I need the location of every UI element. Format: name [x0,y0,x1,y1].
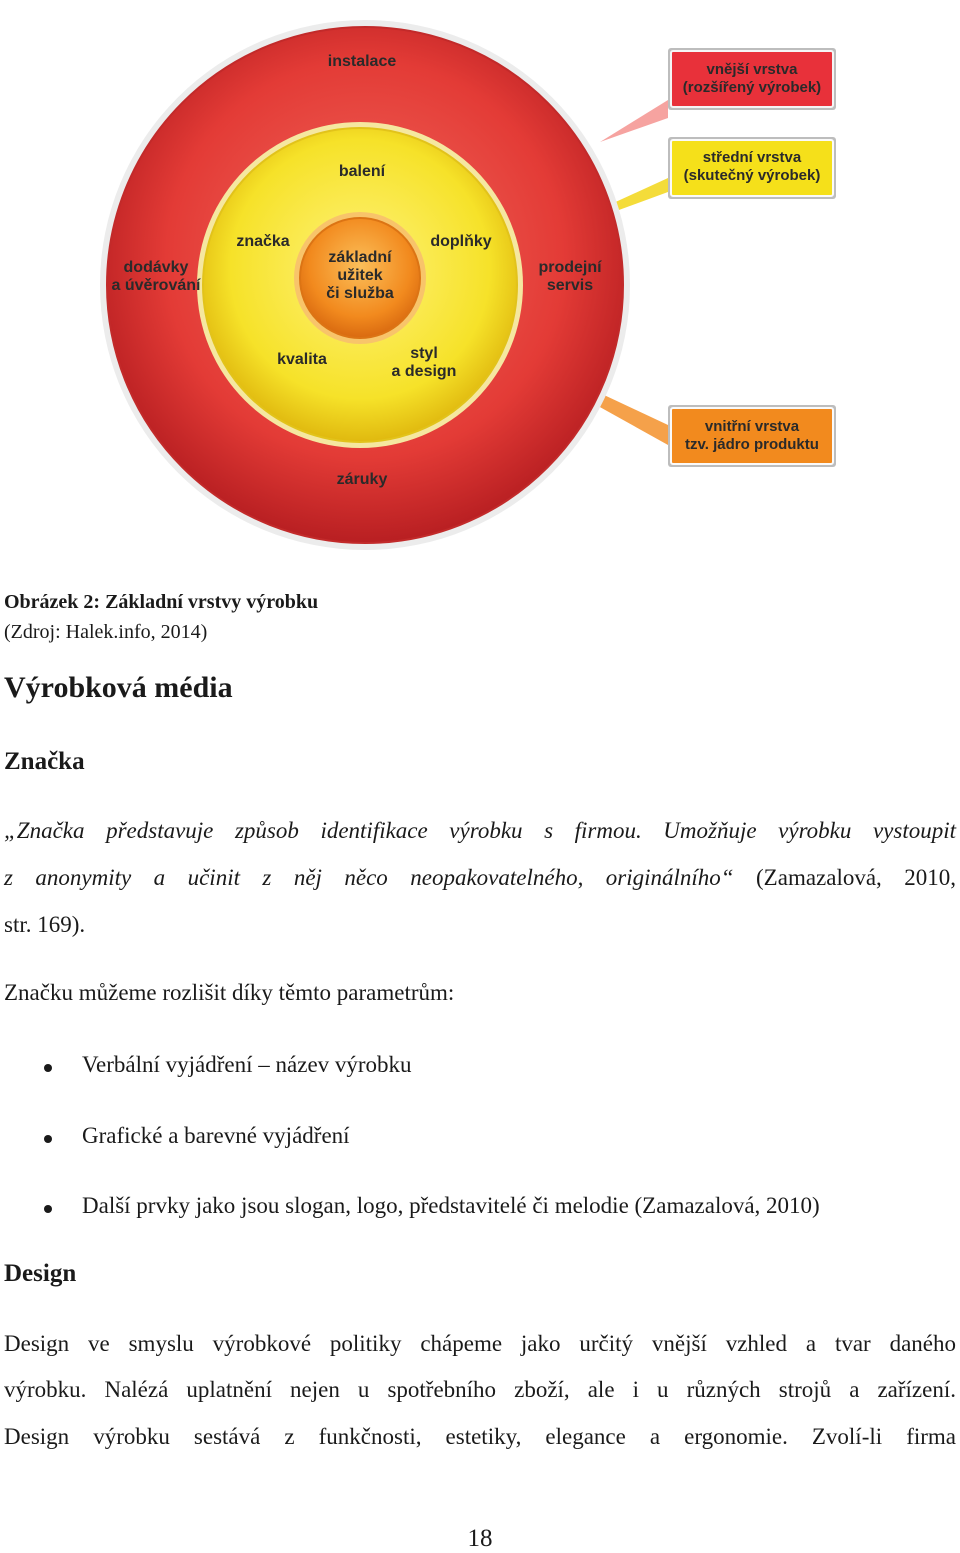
label-dodavky-2: a úvěrování [111,277,201,294]
svg-text:(rozšířený výrobek): (rozšířený výrobek) [682,79,822,96]
label-znacka: značka [236,233,290,250]
label-dodavky-1: dodávky [123,259,189,276]
label-prodejni-2: servis [546,277,594,294]
subheading-znacka: Značka [4,748,85,775]
label-baleni: balení [338,163,386,180]
figure-caption: Obrázek 2: Základní vrstvy výrobku [4,591,319,613]
bullet-icon [44,1064,52,1072]
label-zakladni: základní [328,249,392,266]
page-number: 18 [467,1525,493,1552]
quote-line-2: z anonymity a učinit z něj něco neopakovatelného, originálního“ (Zamazalová, 2010, [4,865,957,890]
label-ci-sluzba: či služba [326,285,394,302]
label-zaruky: záruky [336,471,388,488]
svg-text:vnitřní vrstva: vnitřní vrstva [704,418,800,435]
design-line-1: Design ve smyslu výrobkové politiky chápeme jako určitý vnější vzhled a tvar daného [4,1331,956,1356]
label-doplnky: doplňky [430,233,492,250]
svg-text:střední vrstva: střední vrstva [702,149,802,166]
params-intro: Značku můžeme rozlišit díky těmto parametrům: [4,980,455,1005]
outer-layer-connector [600,100,668,142]
legend-outer-layer [668,48,836,110]
quote-line-1: „Značka představuje způsob identifikace výrobku s firmou. Umožňuje výrobku vystoupit [4,818,956,843]
section-heading-media: Výrobková média [4,671,233,704]
label-a-design: a design [391,363,457,380]
subheading-design: Design [4,1260,77,1287]
design-line-2: výrobku. Nalézá uplatnění nejen u spotřebního zboží, ale i u různých strojů a zařízení. [4,1377,956,1402]
bullet-icon [44,1135,52,1143]
legend-inner-layer [668,405,836,467]
label-styl: styl [410,345,438,362]
design-line-3: Design výrobku sestává z funkčnosti, estetiky, elegance a ergonomie. Zvolí-li firma [4,1424,956,1449]
svg-text:vnější vrstva: vnější vrstva [706,61,798,78]
label-kvalita: kvalita [277,351,327,368]
legend-middle-layer [668,137,836,199]
label-prodejni-1: prodejní [538,259,602,276]
svg-text:tzv. jádro produktu: tzv. jádro produktu [685,436,819,453]
quote-line-3: str. 169). [4,912,86,937]
figure-source: (Zdroj: Halek.info, 2014) [4,621,208,643]
product-layers-diagram [0,0,960,560]
svg-text:(skutečný výrobek): (skutečný výrobek) [683,167,821,184]
label-uzitek: užitek [337,267,383,284]
bullet-icon [44,1205,52,1213]
label-instalace: instalace [327,53,397,70]
